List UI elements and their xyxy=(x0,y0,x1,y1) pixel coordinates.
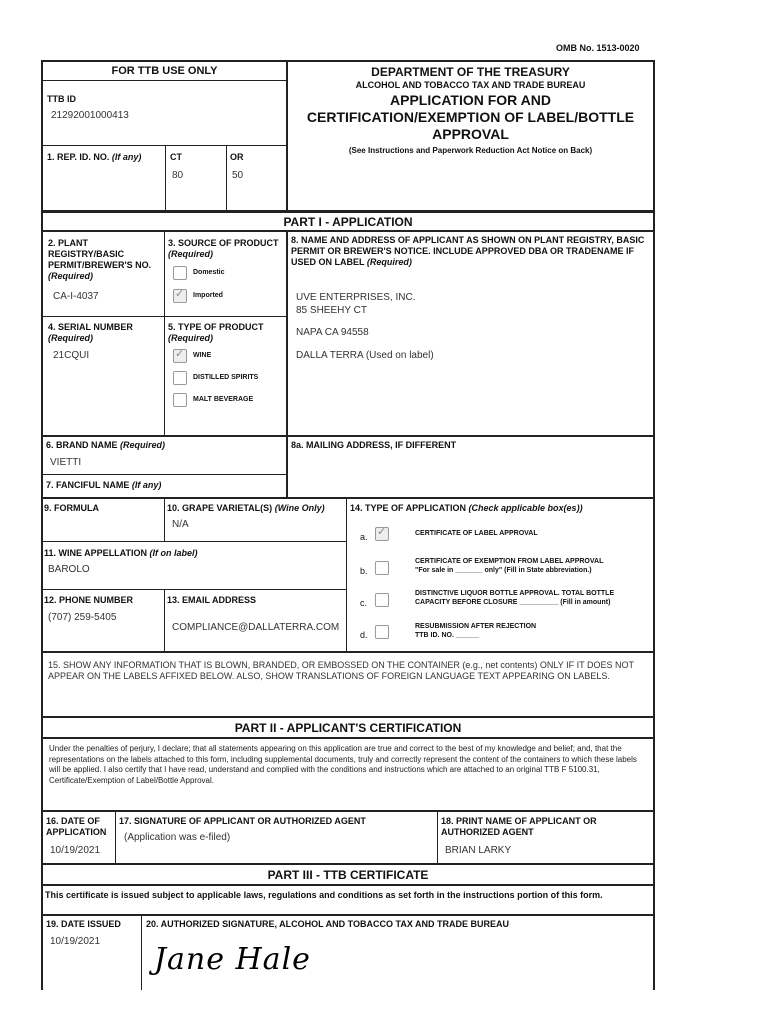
grape-label: 10. GRAPE VARIETAL(S) (Wine Only) xyxy=(167,503,325,513)
title-line-2: CERTIFICATION/EXEMPTION OF LABEL/BOTTLE xyxy=(306,109,635,125)
ttb-cert-text: This certificate is issued subject to applicable laws, regulations and conditions as set forth in the instructions portion of this form. xyxy=(45,890,603,900)
wine-label: WINE xyxy=(193,352,212,359)
ttb-use-only-heading: FOR TTB USE ONLY xyxy=(111,65,218,77)
title-line-1: APPLICATION FOR AND xyxy=(390,92,551,108)
appellation-label: 11. WINE APPELLATION (If on label) xyxy=(44,548,198,558)
top-border xyxy=(41,60,655,62)
option-a-text: CERTIFICATE OF LABEL APPROVAL xyxy=(415,530,538,537)
ttb-id-label: TTB ID xyxy=(47,94,76,104)
auth-sig-label: 20. AUTHORIZED SIGNATURE, ALCOHOL AND TOBACCO TAX AND TRADE BUREAU xyxy=(146,919,510,929)
plant-label: 2. PLANT REGISTRY/BASIC PERMIT/BREWER'S NO. (Required) xyxy=(48,238,152,281)
plant-value: CA-I-4037 xyxy=(53,291,99,302)
serial-label: 4. SERIAL NUMBER (Required) xyxy=(48,322,133,343)
applicant-label: 8. NAME AND ADDRESS OF APPLICANT AS SHOWN ON PLANT REGISTRY, BASIC PERMIT OR BREWER'S NOTICE. INCLUDE APPROVED DBA OR TRADENAME IF USED ON LABEL (Required) xyxy=(291,235,645,267)
option-b-letter: b. xyxy=(360,566,368,576)
domestic-checkbox[interactable] xyxy=(173,266,187,280)
option-d-letter: d. xyxy=(360,630,368,640)
imported-label: Imported xyxy=(193,292,223,299)
formula-label: 9. FORMULA xyxy=(44,503,99,513)
app-type-label: 14. TYPE OF APPLICATION (Check applicable box(es)) xyxy=(350,503,583,513)
mailing-label: 8a. MAILING ADDRESS, IF DIFFERENT xyxy=(291,440,457,450)
option-c-text2: CAPACITY BEFORE CLOSURE __________ (Fill in amount) xyxy=(415,599,611,606)
option-d-text1: RESUBMISSION AFTER REJECTION xyxy=(415,623,537,630)
spirits-label: DISTILLED SPIRITS xyxy=(193,374,259,381)
or-label: OR xyxy=(230,152,244,162)
cert-text: Under the penalties of perjury, I declare; that all statements appearing on this application are true and correct to the best of my knowledge and belief; and, that the representations on the labels attached to this form, including supplemental documents, truly and correctly represent the content of the containers to which these labels will be applied. I also certify that I have read, understand and complied with the conditions and instructions which are attached to an original TTB F 5100.31, Certificate/Exemption of Label/Bottle Approval. xyxy=(49,744,637,785)
imported-checkbox[interactable]: ✓ xyxy=(173,289,187,303)
left-border xyxy=(41,60,43,990)
malt-label: MALT BEVERAGE xyxy=(193,396,254,403)
option-a-checkbox[interactable]: ✓ xyxy=(375,527,389,541)
wine-checkbox[interactable]: ✓ xyxy=(173,349,187,363)
option-b-text2: "For sale in _______ only" (Fill in State abbreviation.) xyxy=(415,567,592,574)
spirits-checkbox[interactable] xyxy=(173,371,187,385)
phone-label: 12. PHONE NUMBER xyxy=(44,595,134,605)
brand-label: 6. BRAND NAME (Required) xyxy=(46,440,166,450)
right-border xyxy=(653,60,655,990)
brand-value: VIETTI xyxy=(50,457,82,468)
applicant-line3: NAPA CA 94558 xyxy=(296,327,369,338)
ct-value: 80 xyxy=(172,170,184,181)
email-label: 13. EMAIL ADDRESS xyxy=(167,595,257,605)
phone-value: (707) 259-5405 xyxy=(48,612,117,623)
source-label: 3. SOURCE OF PRODUCT (Required) xyxy=(168,238,279,259)
applicant-line2: 85 SHEEHY CT xyxy=(296,305,367,316)
signature-label: 17. SIGNATURE OF APPLICANT OR AUTHORIZED AGENT xyxy=(119,816,366,826)
part3-heading: PART III - TTB CERTIFICATE xyxy=(267,868,429,882)
applicant-line4: DALLA TERRA (Used on label) xyxy=(296,350,434,361)
option-d-checkbox[interactable] xyxy=(375,625,389,639)
malt-checkbox[interactable] xyxy=(173,393,187,407)
option-b-checkbox[interactable] xyxy=(375,561,389,575)
applicant-line1: UVE ENTERPRISES, INC. xyxy=(296,292,416,303)
or-value: 50 xyxy=(232,170,244,181)
print-name-label: 18. PRINT NAME OF APPLICANT OR AUTHORIZED AGENT xyxy=(441,816,597,837)
part1-heading: PART I - APPLICATION xyxy=(283,215,413,229)
bureau-heading: ALCOHOL AND TOBACCO TAX AND TRADE BUREAU xyxy=(355,80,586,90)
omb-number: OMB No. 1513-0020 xyxy=(556,43,640,53)
grape-value: N/A xyxy=(172,519,189,530)
serial-value: 21CQUI xyxy=(53,350,90,361)
print-name-value: BRIAN LARKY xyxy=(445,845,512,856)
instructions-note: (See Instructions and Paperwork Reduction Act Notice on Back) xyxy=(348,146,593,155)
date-app-label: 16. DATE OF APPLICATION xyxy=(46,816,107,837)
auth-signature: Jane Hale xyxy=(154,942,311,977)
option-a-letter: a. xyxy=(360,532,368,542)
dept-heading: DEPARTMENT OF THE TREASURY xyxy=(371,65,570,79)
part2-heading: PART II - APPLICANT'S CERTIFICATION xyxy=(234,721,462,735)
signature-value: (Application was e-filed) xyxy=(124,832,231,843)
title-line-3: APPROVAL xyxy=(432,126,509,142)
email-value: COMPLIANCE@DALLATERRA.COM xyxy=(172,622,340,633)
date-app-value: 10/19/2021 xyxy=(50,845,101,856)
option-c-text1: DISTINCTIVE LIQUOR BOTTLE APPROVAL. TOTAL BOTTLE xyxy=(415,590,615,597)
option-b-text1: CERTIFICATE OF EXEMPTION FROM LABEL APPROVAL xyxy=(415,558,604,565)
option-d-text2: TTB ID. NO. ______ xyxy=(415,632,480,639)
option-c-checkbox[interactable] xyxy=(375,593,389,607)
ttb-id-value: 21292001000413 xyxy=(51,110,129,121)
appellation-value: BAROLO xyxy=(48,564,90,575)
rep-id-label: 1. REP. ID. NO. (If any) xyxy=(47,152,142,162)
ct-label: CT xyxy=(170,152,182,162)
item15-text: 15. SHOW ANY INFORMATION THAT IS BLOWN, BRANDED, OR EMBOSSED ON THE CONTAINER (e.g., net contents) ONLY IF IT DOES NOT APPEAR ON THE LABELS AFFIXED BELOW. ALSO, SHOW TRANSLATIONS OF FOREIGN LANGUAGE TEXT APPEARING ON LABELS. xyxy=(48,660,634,681)
date-issued-label: 19. DATE ISSUED xyxy=(46,919,121,929)
option-c-letter: c. xyxy=(360,598,368,608)
date-issued-value: 10/19/2021 xyxy=(50,936,101,947)
domestic-label: Domestic xyxy=(193,269,225,276)
fanciful-label: 7. FANCIFUL NAME (If any) xyxy=(46,480,162,490)
type-product-label: 5. TYPE OF PRODUCT (Required) xyxy=(168,322,264,343)
